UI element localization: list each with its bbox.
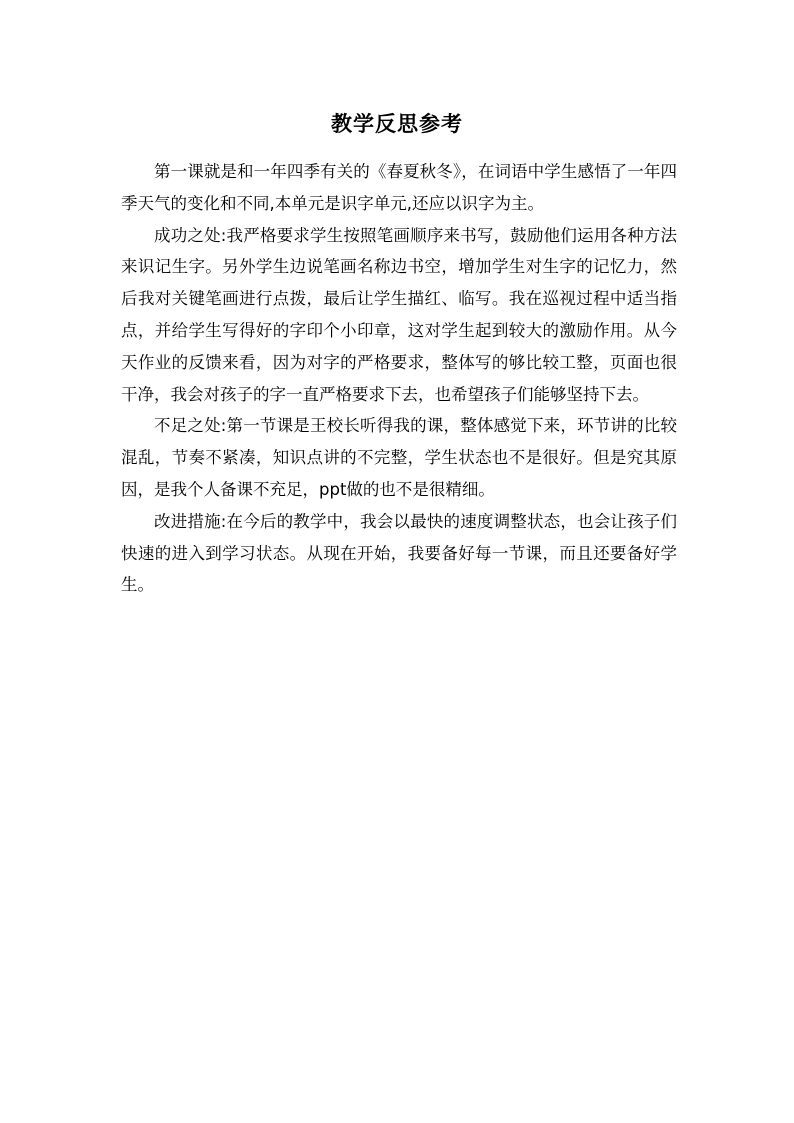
paragraph-weaknesses: 不足之处:第一节课是王校长听得我的课，整体感觉下来，环节讲的比较混乱，节奏不紧凑，知识点讲的不完整，学生状态也不是很好。但是究其原因，是我个人备课不充足，ppt做的也不是很精细。 [121, 416, 677, 499]
paragraph-improvements: 改进措施:在今后的教学中，我会以最快的速度调整状态，也会让孩子们快速的进入到学习状态。从现在开始，我要备好每一节课，而且还要备好学生。 [121, 511, 677, 595]
paragraph-intro: 第一课就是和一年四季有关的《春夏秋冬》，在词语中学生感悟了一年四季天气的变化和不同,本单元是识字单元,还应以识字为主。 [121, 162, 677, 213]
document-body [121, 156, 677, 601]
paragraph-strengths: 成功之处:我严格要求学生按照笔画顺序来书写，鼓励他们运用各种方法来识记生字。另外学生边说笔画名称边书空，增加学生对生字的记忆力，然后我对关键笔画进行点拨，最后让学生描红、临写。我在巡视过程中适当指点，并给学生写得好的字印个小印章，这对学生起到较大的激励作用。从今天作业的反馈来看，因为对字的严格要求，整体写的够比较工整，页面也很干净，我会对孩子的字一直严格要求下去，也希望孩子们能够坚持下去。 [121, 225, 677, 404]
page-title: 教学反思参考 [331, 112, 463, 136]
